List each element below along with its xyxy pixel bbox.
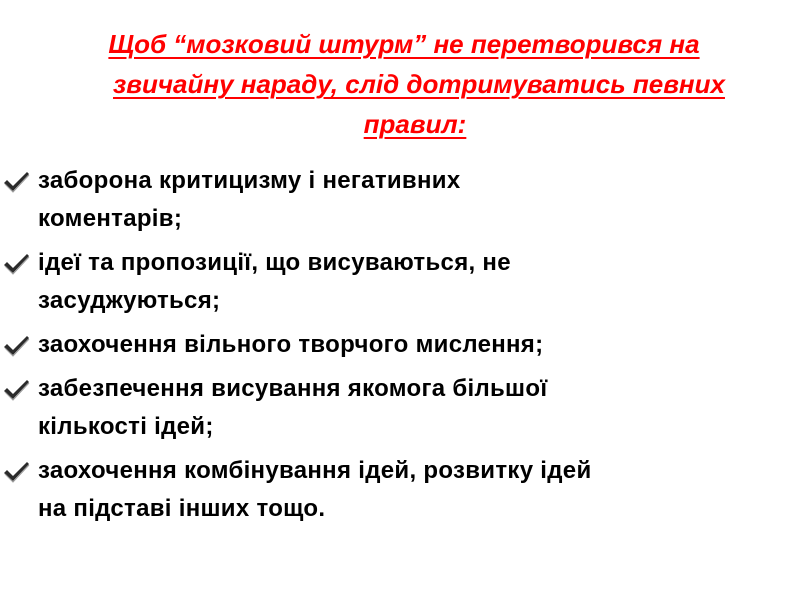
rule-line: засуджуються; [38, 287, 221, 314]
checkmark-icon [2, 170, 30, 194]
checkmark-icon [2, 334, 30, 358]
rule-line: заохочення комбінування ідей, розвитку ідей [38, 457, 592, 484]
rule-text [38, 370, 778, 446]
rule-text [38, 244, 778, 320]
title-line-2: звичайну нараду, слід дотримуватись певних [113, 69, 725, 99]
rule-line: на підставі інших тощо. [38, 495, 326, 522]
rule-text [38, 162, 778, 238]
rules-list [0, 162, 800, 534]
title-line-1: Щоб “мозковий штурм” не перетворився на [108, 29, 700, 59]
rule-item [0, 244, 778, 320]
rule-line: коментарів; [38, 205, 183, 232]
rule-line: заохочення вільного творчого мислення; [38, 331, 544, 358]
rule-line: забезпечення висування якомога більшої [38, 375, 548, 402]
rule-item [0, 452, 778, 528]
title-line-3: правил: [363, 109, 467, 139]
rule-line: ідеї та пропозиції, що висуваються, не [38, 249, 511, 276]
rule-text [38, 452, 778, 528]
rule-item [0, 326, 778, 364]
rule-line: заборона критицизму і негативних [38, 167, 461, 194]
rule-item [0, 162, 778, 238]
rule-line: кількості ідей; [38, 413, 214, 440]
rule-text [38, 326, 778, 364]
rule-item [0, 370, 778, 446]
checkmark-icon [2, 460, 30, 484]
checkmark-icon [2, 378, 30, 402]
checkmark-icon [2, 252, 30, 276]
slide-title [0, 24, 800, 144]
